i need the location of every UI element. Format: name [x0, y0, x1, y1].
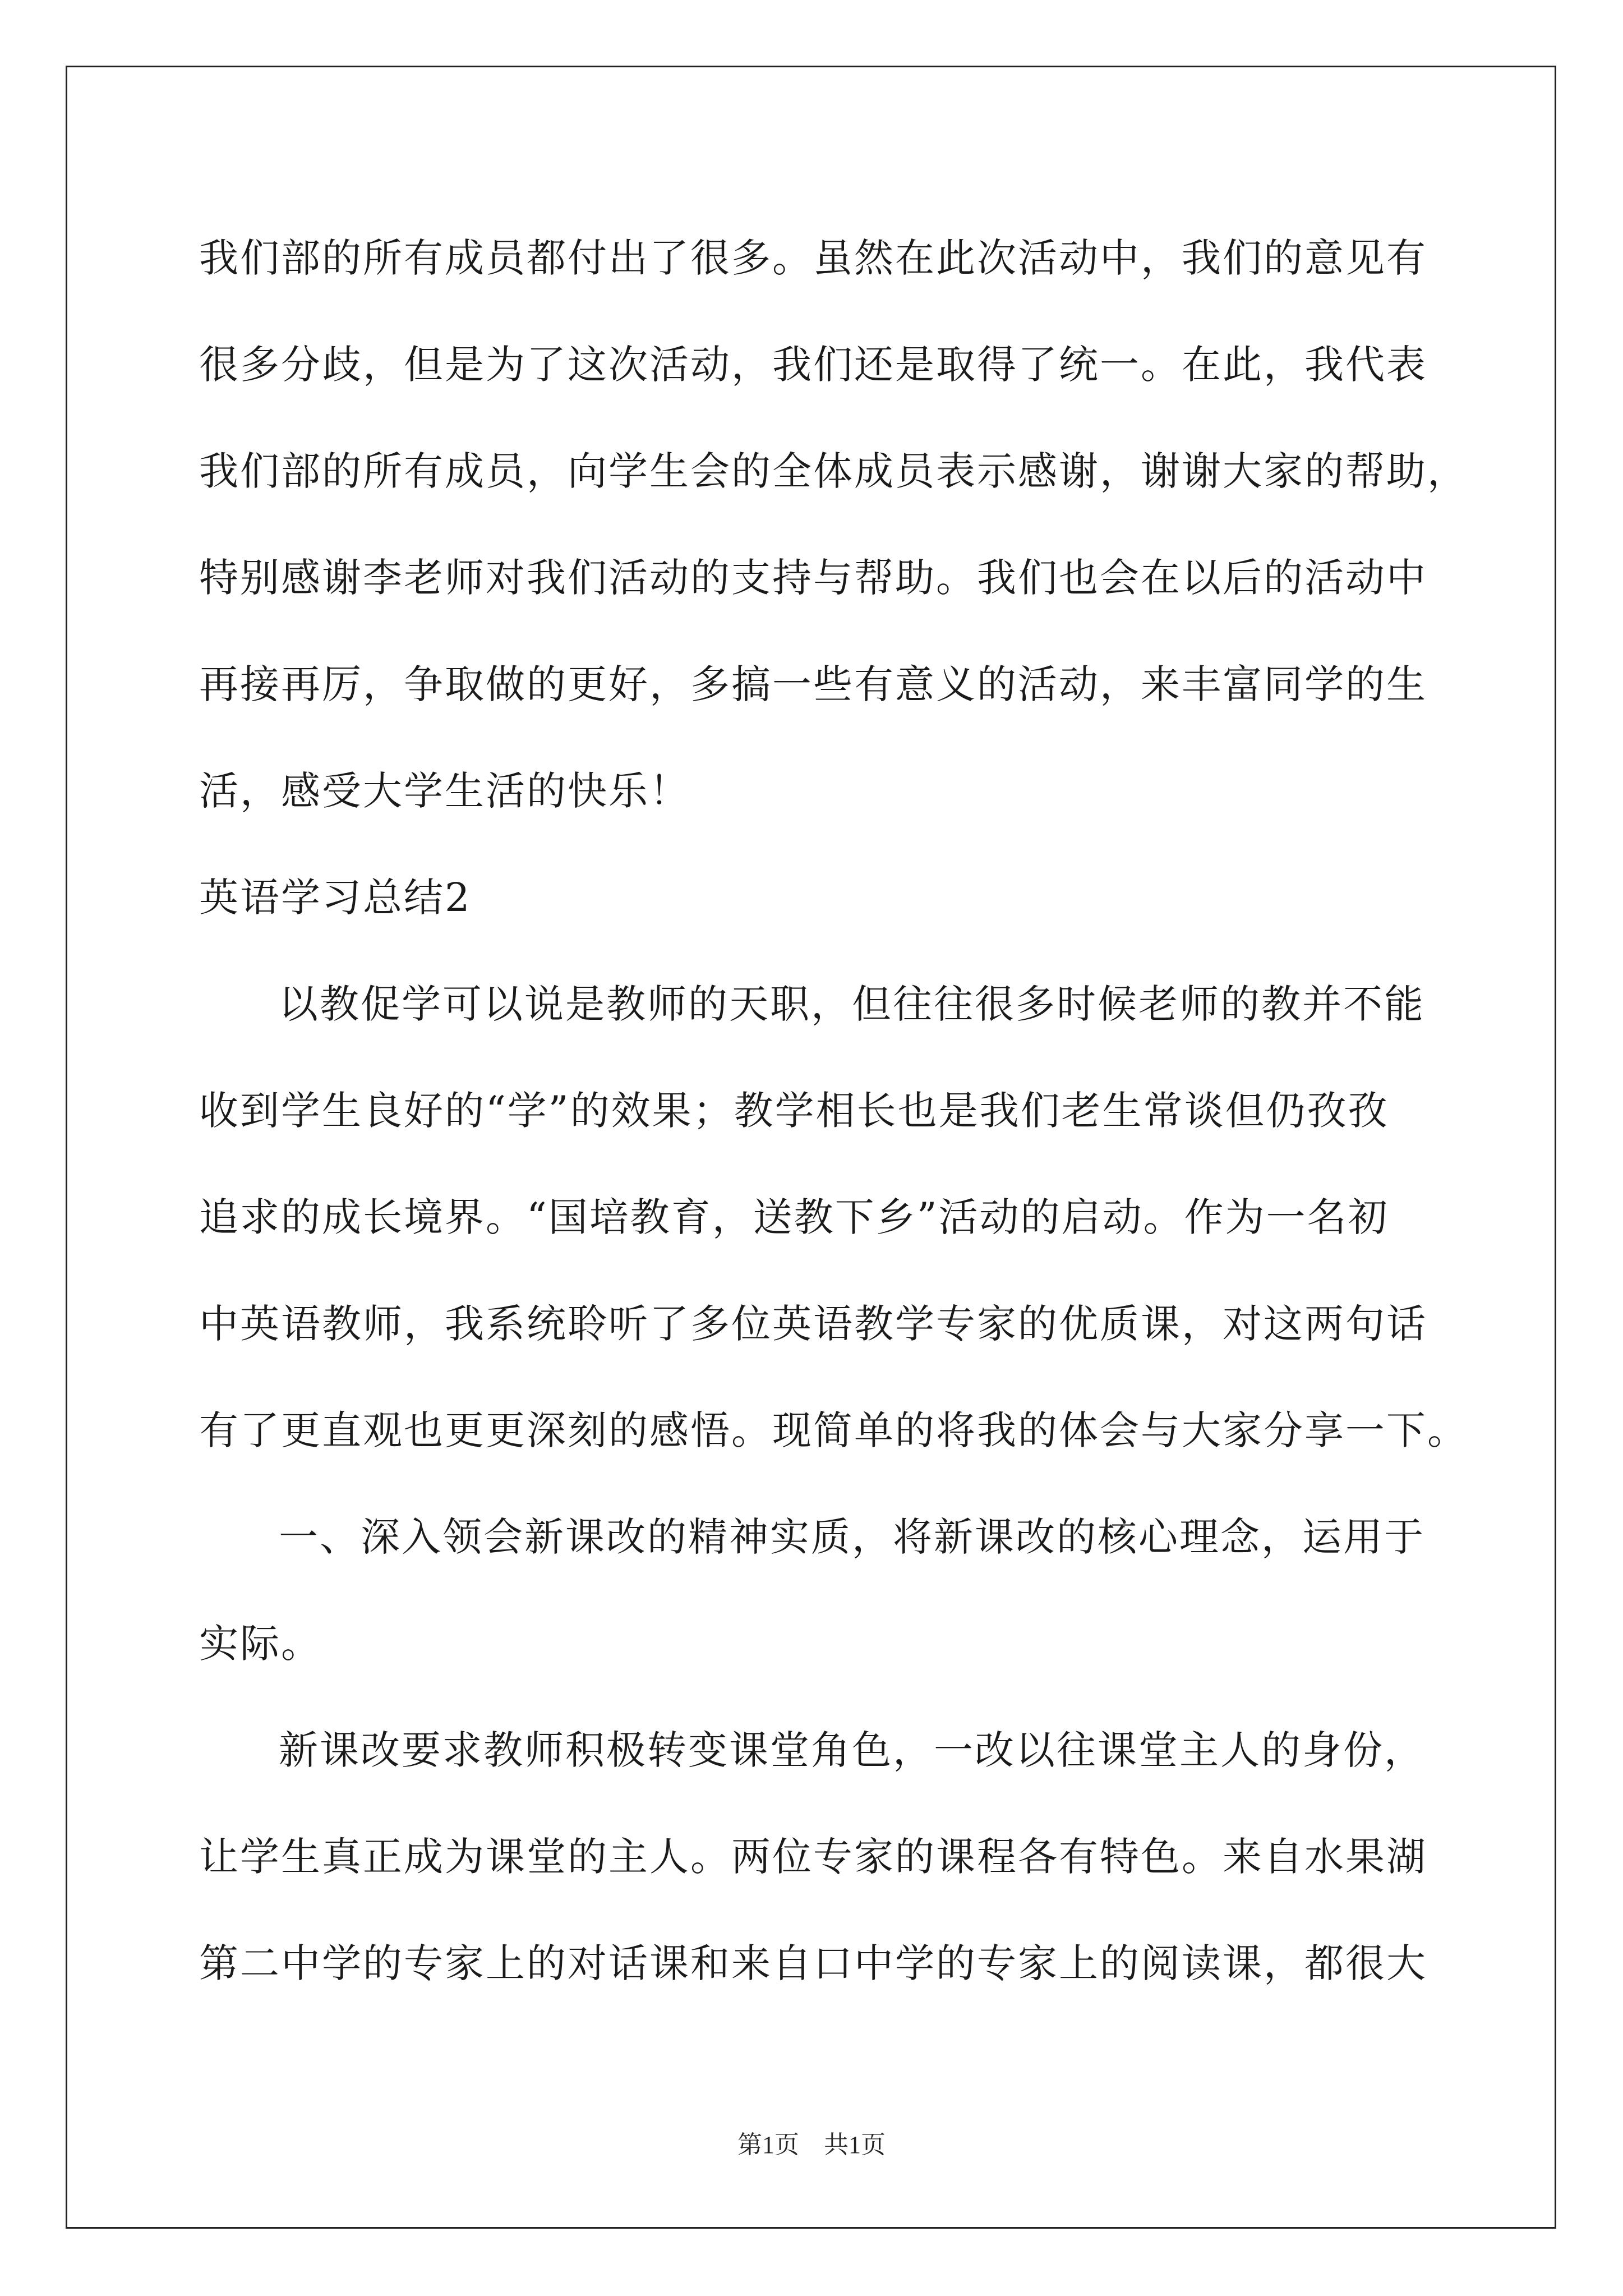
text-line: 中英语教师，我系统聆听了多位英语教学专家的优质课，对这两句话 — [199, 1301, 1427, 1347]
text-line: 追求的成长境界。“国培教育，送教下乡”活动的启动。作为一名初 — [199, 1194, 1389, 1240]
text-line: 以教促学可以说是教师的天职，但往往很多时候老师的教并不能 — [279, 981, 1425, 1027]
text-line: 新课改要求教师积极转变课堂角色，一改以往课堂主人的身份， — [279, 1727, 1425, 1773]
text-line: 特别感谢李老师对我们活动的支持与帮助。我们也会在以后的活动中 — [199, 555, 1427, 601]
text-line: 实际。 — [199, 1621, 322, 1667]
text-line: 一、深入领会新课改的精神实质，将新课改的核心理念，运用于 — [279, 1514, 1425, 1560]
page-total: 共1页 — [824, 2131, 886, 2159]
text-line: 英语学习总结2 — [199, 875, 472, 921]
text-line: 活，感受大学生活的快乐！ — [199, 768, 690, 814]
text-line: 有了更直观也更更深刻的感悟。现简单的将我的体会与大家分享一下。 — [199, 1407, 1468, 1453]
text-line: 再接再厉，争取做的更好，多搞一些有意义的活动，来丰富同学的生 — [199, 661, 1427, 707]
text-line: 很多分歧，但是为了这次活动，我们还是取得了统一。在此，我代表 — [199, 342, 1427, 388]
page-footer — [0, 2124, 1623, 2160]
text-line: 让学生真正成为课堂的主人。两位专家的课程各有特色。来自水果湖 — [199, 1834, 1427, 1880]
text-line: 收到学生良好的“学”的效果；教学相长也是我们老生常谈但仍孜孜 — [199, 1088, 1389, 1134]
text-line: 第二中学的专家上的对话课和来自口中学的专家上的阅读课，都很大 — [199, 1940, 1427, 1986]
text-line: 我们部的所有成员都付出了很多。虽然在此次活动中，我们的意见有 — [199, 235, 1427, 281]
page-number: 第1页 — [737, 2131, 799, 2159]
text-line: 我们部的所有成员，向学生会的全体成员表示感谢，谢谢大家的帮助， — [199, 448, 1468, 494]
document-body — [199, 205, 1468, 2017]
